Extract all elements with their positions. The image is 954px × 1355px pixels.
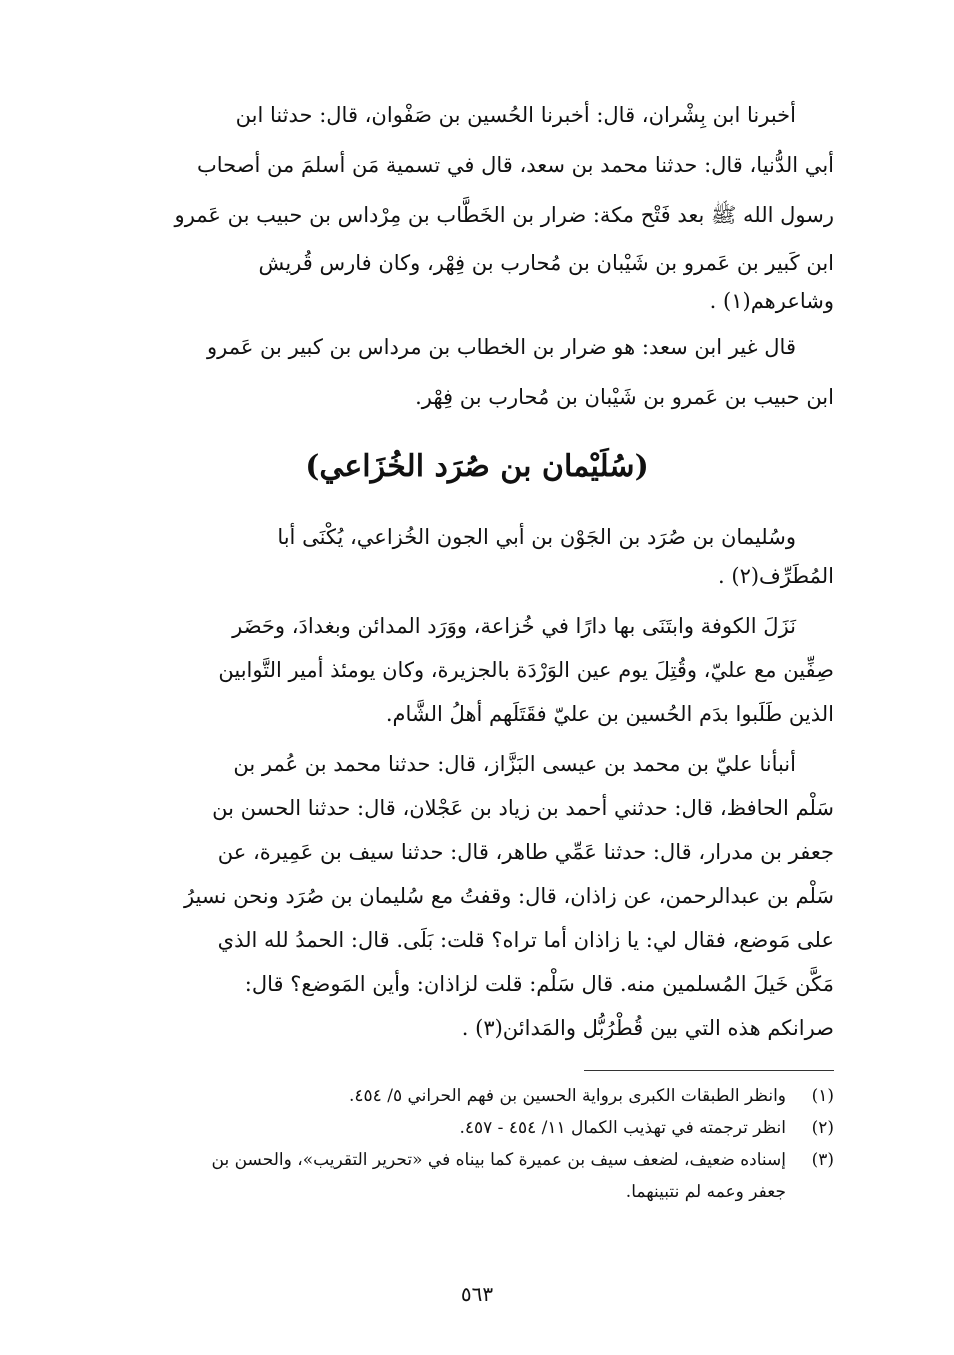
paragraph-2 <box>120 322 834 422</box>
paragraph-1 <box>120 90 834 316</box>
paragraph-5 <box>120 742 834 1050</box>
paragraph-3 <box>120 512 834 590</box>
section-heading: (سُلَيْمان بن صُرَد الخُزَاعي) <box>305 449 649 484</box>
footnote-3 <box>120 1144 834 1176</box>
text-line: صِفِّين مع عليّ، وقُتِلَ يوم عين الوَرْدَة بالجزيرة، وكان يومئذ أمير التَّوابين <box>218 658 834 682</box>
footnote-text: وانظر الطبقات الكبرى برواية الحسين بن فهم الحراني ٥/ ٤٥٤. <box>348 1086 786 1106</box>
text-line: أنبأنا عليّ بن محمد بن عيسى البَزَّاز، قال: حدثنا محمد بن عُمر بن <box>233 752 796 776</box>
text-block-top <box>120 90 834 428</box>
text-line: أخبرنا ابن بِشْران، قال: أخبرنا الحُسين بن صَفْوان، قال: حدثنا ابن <box>235 103 796 127</box>
footnotes <box>120 1080 834 1208</box>
text-line: جعفر بن مدرار، قال: حدثنا عَمِّي طاهر، قال: حدثنا سيف بن عَمِيرة، عن <box>217 840 834 864</box>
text-line: سَلْم الحافظ، قال: حدثني أحمد بن زياد بن عَجْلان، قال: حدثنا الحسن بن <box>212 796 834 820</box>
footnote-3-continuation <box>120 1176 834 1208</box>
text-line: المُطَرِّف(٢) . <box>718 564 834 588</box>
text-line: ابن كَبير بن عَمرو بن شَيْبان بن مُحارب بن فِهْر، وكان فارس قُريش <box>258 251 834 275</box>
paragraph-4 <box>120 604 834 736</box>
text-line: وسُليمان بن صُرَد بن الجَوْن بن أبي الجون الخُزاعي، يُكْنَى أبا <box>277 525 796 549</box>
text-block-bottom <box>120 512 834 1056</box>
footnote-text: إسناده ضعيف، لضعف سيف بن عميرة كما بيناه في «تحرير التقريب»، والحسن بن <box>211 1150 786 1170</box>
text-line: مَكَّن خَيلَ المُسلمين منه. قال سَلْم: قلت لزاذان: وأين المَوضع؟ قال: <box>244 972 834 996</box>
footnote-separator <box>584 1070 834 1071</box>
text-line: أبي الدُّنيا، قال: حدثنا محمد بن سعد، قال في تسمية مَن أسلمَ من أصحاب <box>196 153 834 177</box>
footnote-text: جعفر وعمه لم نتبينهما. <box>625 1182 786 1202</box>
text-line: على مَوضع، فقال لي: يا زاذان أما تراه؟ قلت: بَلَى. قال: الحمدُ لله الذي <box>217 928 834 952</box>
footnote-text: انظر ترجمته في تهذيب الكمال ١١/ ٤٥٤ - ٤٥٧. <box>459 1118 786 1138</box>
page-number: ٥٦٣ <box>460 1282 494 1306</box>
text-line: قال غير ابن سعد: هو ضرار بن الخطاب بن مرداس بن كبير بن عَمرو <box>206 335 796 359</box>
text-line: سَلْم بن عبدالرحمن، عن زاذان، قال: وقفتُ مع سُليمان بن صُرَد ونحن نسيرُ <box>183 884 834 908</box>
text-line: نَزَلَ الكوفة وابتَنَى بها دارًا في خُزاعة، ووَرَد المدائن وبغدادَ، وحَضَر <box>232 614 796 638</box>
footnote-number: (٣) <box>811 1150 834 1170</box>
footnote-2 <box>120 1112 834 1144</box>
text-line: رسول الله ﷺ بعد فَتْح مكة: ضرار بن الخَطَّاب بن مِرْداس بن حبيب بن عَمرو <box>174 203 834 227</box>
text-line: الذين طَلَبوا بدَم الحُسين بن عليّ فقَتَلَهم أهلُ الشَّام. <box>385 702 834 726</box>
text-line: صرانكم هذه التي بين قُطْرُبُّل والمَدائن(٣) . <box>461 1016 834 1040</box>
footnote-number: (١) <box>811 1086 834 1106</box>
text-line: وشاعرهم(١) . <box>709 289 834 313</box>
text-line: ابن حبيب بن عَمرو بن شَيْبان بن مُحارب بن فِهْر. <box>415 385 834 409</box>
footnote-1 <box>120 1080 834 1112</box>
footnote-number: (٢) <box>811 1118 834 1138</box>
